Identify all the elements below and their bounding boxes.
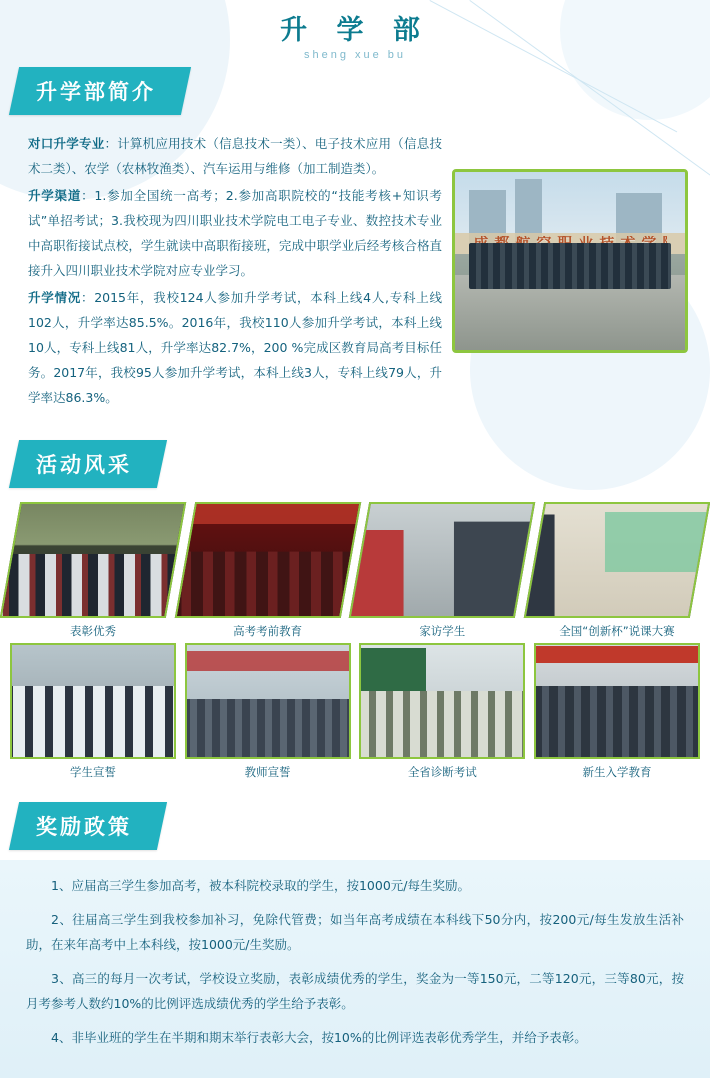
section-policy <box>0 802 710 1078</box>
gallery-caption: 全省诊断考试 <box>407 765 477 779</box>
intro-label-3: 升学情况 <box>28 290 81 305</box>
section-intro-body <box>0 115 710 412</box>
gallery-photo <box>174 502 360 618</box>
policy-body <box>0 860 710 1078</box>
gallery-photo-frame <box>10 643 176 759</box>
policy-item: 3、高三的每月一次考试，学校设立奖励，表彰成绩优秀的学生，奖金为一等150元，二等120元，三等80元，按月考参考人数约10%的比例评选成绩优秀的学生给予表彰。 <box>26 971 684 1011</box>
intro-label-2: 升学渠道 <box>28 188 82 203</box>
page-title-cn: 升 学 部 <box>280 15 430 46</box>
gallery-photo <box>359 643 525 759</box>
section-intro <box>0 67 710 412</box>
intro-paragraph-3 <box>28 285 442 410</box>
section-banner-activities <box>9 440 167 488</box>
gallery-item[interactable] <box>10 502 176 639</box>
gallery-item[interactable] <box>359 643 525 780</box>
gallery-photo-frame <box>359 643 525 759</box>
policy-item: 1、应届高三学生参加高考，被本科院校录取的学生，按1000元/每生奖励。 <box>51 878 470 893</box>
gallery-photo-frame <box>534 643 700 759</box>
intro-body-3: ：2015年，我校124人参加升学考试，本科上线4人,专科上线102人，升学率达85.5%。2016年，我校110人参加升学考试，本科上线10人，专科上线81人，升学率达82.7%，200 %完成区教育局高考目标任务。2017年，我校95人参加升学考试，本科上线3人，专科上线79人，升学率达86.3%。 <box>28 290 442 405</box>
intro-photo <box>452 169 688 353</box>
gallery-item[interactable] <box>534 643 700 780</box>
gallery-item[interactable] <box>185 643 351 780</box>
gallery-item[interactable] <box>10 643 176 780</box>
policy-item: 4、非毕业班的学生在半期和期末举行表彰大会，按10%的比例评选表彰优秀学生，并给予表彰。 <box>51 1029 587 1045</box>
gallery-item[interactable] <box>534 502 700 639</box>
gallery-caption: 表彰优秀 <box>70 624 116 638</box>
section-activities <box>0 440 710 780</box>
gallery-photo-frame <box>0 502 186 618</box>
gallery-photo-frame <box>174 502 360 618</box>
section-banner-intro-label: 升学部简介 <box>36 80 156 104</box>
activity-gallery <box>0 488 710 780</box>
intro-body-1: ：计算机应用技术（信息技术一类）、电子技术应用（信息技术二类）、农学（农林牧渔类）、汽车运用与维修（加工制造类）。 <box>28 136 442 176</box>
section-banner-activities-label: 活动风采 <box>36 453 132 477</box>
gallery-caption: 学生宣誓 <box>70 765 116 779</box>
gallery-photo <box>524 502 710 618</box>
gallery-photo <box>10 643 176 759</box>
section-banner-policy-label: 奖励政策 <box>36 815 132 839</box>
gallery-photo <box>349 502 535 618</box>
intro-photo-people <box>469 243 671 289</box>
gallery-photo-frame <box>524 502 710 618</box>
policy-item: 2、往届高三学生到我校参加补习，免除代管费；如当年高考成绩在本科线下50分内，按200元/每生发放生活补助，在来年高考中上本科线，按1000元/生奖励。 <box>26 912 684 952</box>
gallery-caption: 高考考前教育 <box>233 624 303 638</box>
gallery-caption: 家访学生 <box>419 624 466 638</box>
intro-paragraph-2 <box>28 183 442 283</box>
page-title <box>0 0 710 61</box>
gallery-row-1 <box>10 502 700 639</box>
gallery-photo <box>534 643 700 759</box>
gallery-item[interactable] <box>359 502 525 639</box>
section-banner-policy <box>9 802 167 850</box>
gallery-caption: 新生入学教育 <box>582 765 652 779</box>
section-banner-intro <box>9 67 191 115</box>
gallery-item[interactable] <box>185 502 351 639</box>
intro-paragraph-1 <box>28 131 442 181</box>
gallery-caption: 全国“创新杯”说课大赛 <box>559 624 675 638</box>
intro-label-1: 对口升学专业 <box>28 136 105 151</box>
page-title-pinyin: sheng xue bu <box>303 49 407 61</box>
gallery-row-2 <box>10 643 700 780</box>
gallery-photo <box>185 643 351 759</box>
gallery-photo-frame <box>349 502 535 618</box>
gallery-photo <box>0 502 186 618</box>
intro-text-block <box>28 131 442 412</box>
intro-body-2: ：1.参加全国统一高考；2.参加高职院校的“技能考核+知识考试”单招考试；3.我校现为四川职业技术学院电工电子专业、数控技术专业中高职衔接试点校，学生就读中高职衔接班，完成中职学业后经考核合格直接升入四川职业技术学院对应专业学习。 <box>28 188 442 278</box>
gallery-caption: 教师宣誓 <box>244 765 291 779</box>
gallery-photo-frame <box>185 643 351 759</box>
